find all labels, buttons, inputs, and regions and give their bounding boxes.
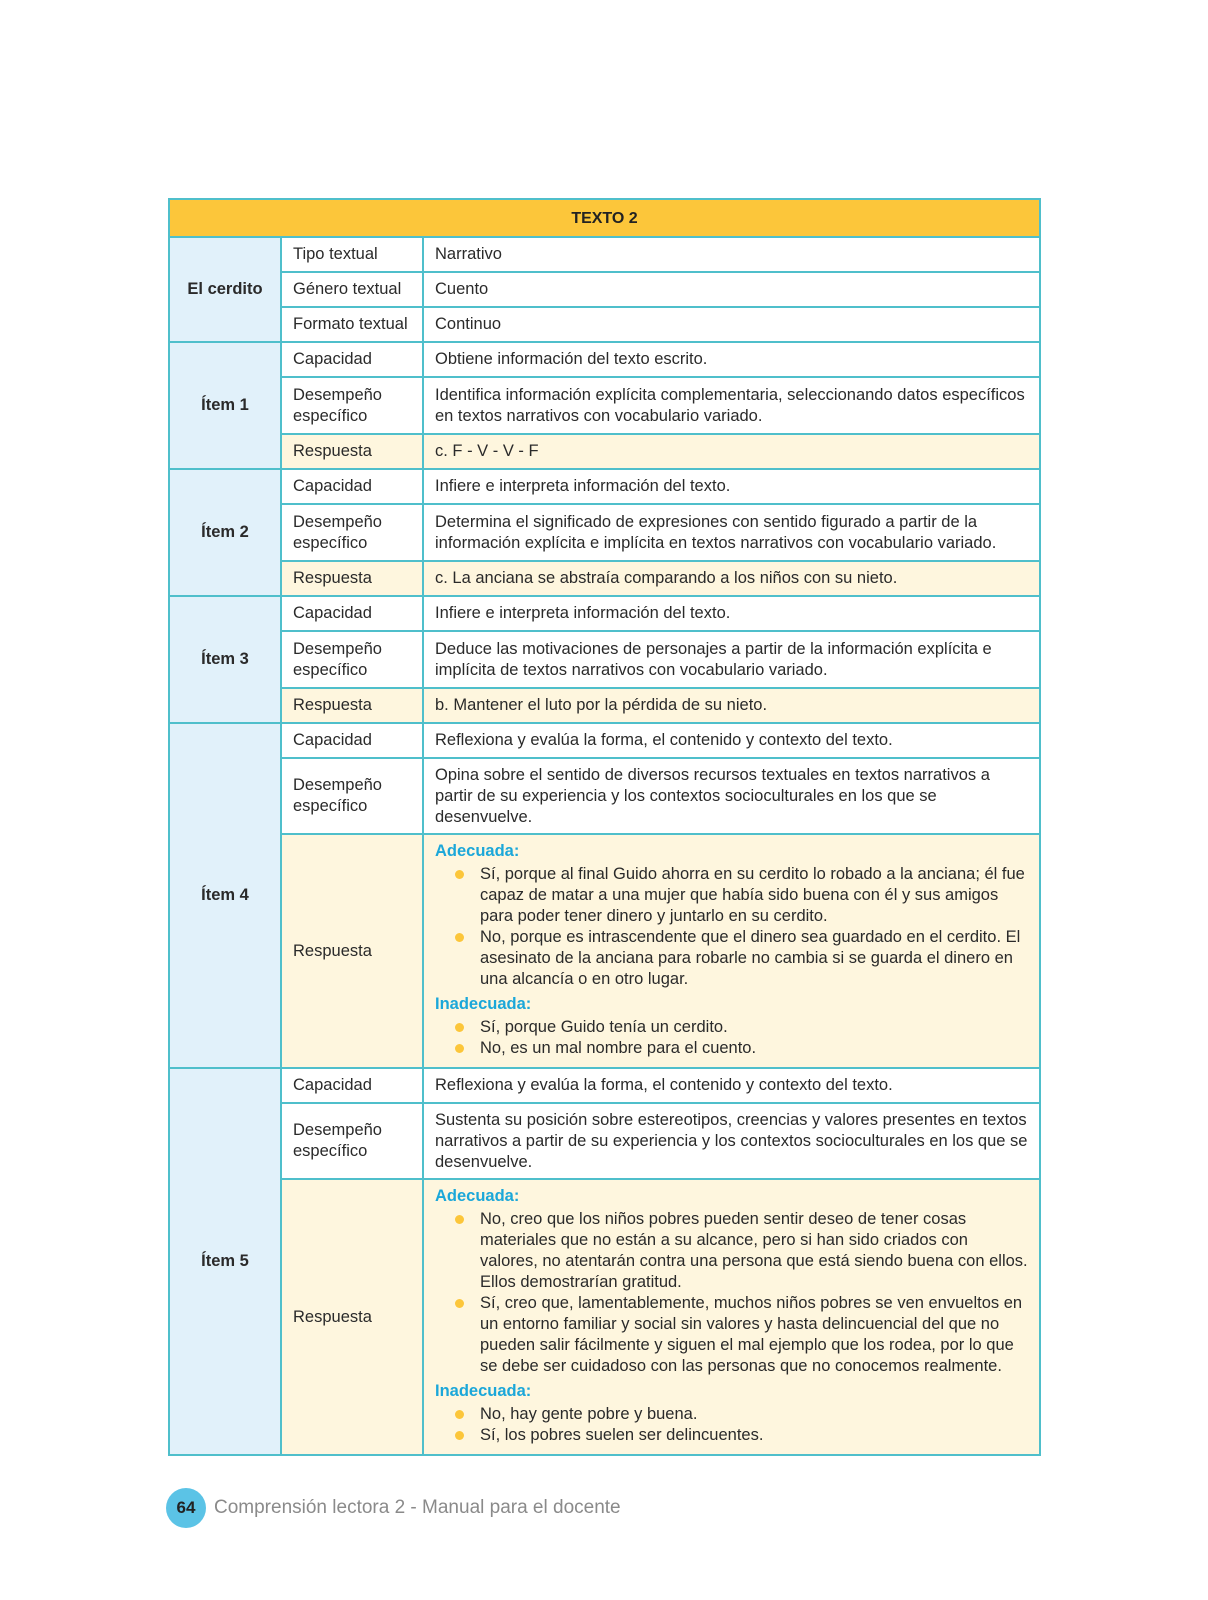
capacidad-value: Reflexiona y evalúa la forma, el contenido y contexto del texto. bbox=[423, 723, 1040, 758]
bullet-text: Sí, porque Guido tenía un cerdito. bbox=[480, 1018, 728, 1036]
evaluation-table bbox=[168, 198, 1041, 1456]
bullet-icon bbox=[455, 1023, 464, 1032]
capacidad-value: Infiere e interpreta información del texto. bbox=[423, 469, 1040, 504]
list-item bbox=[435, 864, 1028, 927]
row-value: Cuento bbox=[423, 272, 1040, 307]
row-label: Género textual bbox=[281, 272, 423, 307]
group-label-text: El cerdito bbox=[169, 237, 281, 342]
capacidad-label: Capacidad bbox=[281, 342, 423, 377]
bullet-text: Sí, los pobres suelen ser delincuentes. bbox=[480, 1426, 764, 1444]
desempeno-value: Determina el significado de expresiones con sentido figurado a partir de la información explícita e implícita en textos narrativos con vocabulario variado. bbox=[423, 504, 1040, 561]
desempeno-label: Desempeño específico bbox=[281, 377, 423, 434]
desempeno-value: Identifica información explícita complementaria, seleccionando datos específicos en textos narrativos con vocabulario variado. bbox=[423, 377, 1040, 434]
capacidad-value: Obtiene información del texto escrito. bbox=[423, 342, 1040, 377]
desempeno-label: Desempeño específico bbox=[281, 758, 423, 834]
bullet-icon bbox=[455, 1044, 464, 1053]
respuesta-label: Respuesta bbox=[281, 834, 423, 1068]
row-value: Narrativo bbox=[423, 237, 1040, 272]
capacidad-label: Capacidad bbox=[281, 1068, 423, 1103]
item-5-label: Ítem 5 bbox=[169, 1068, 281, 1455]
capacidad-value: Infiere e interpreta información del texto. bbox=[423, 596, 1040, 631]
item-1-label: Ítem 1 bbox=[169, 342, 281, 469]
bullet-icon bbox=[455, 1410, 464, 1419]
respuesta-value: c. F - V - V - F bbox=[423, 434, 1040, 469]
list-item bbox=[435, 1209, 1028, 1293]
row-label: Tipo textual bbox=[281, 237, 423, 272]
list-item bbox=[435, 1425, 1028, 1446]
bullet-icon bbox=[455, 933, 464, 942]
item-3-label: Ítem 3 bbox=[169, 596, 281, 723]
capacidad-label: Capacidad bbox=[281, 596, 423, 631]
inadecuada-heading: Inadecuada: bbox=[435, 995, 532, 1013]
bullet-icon bbox=[455, 1299, 464, 1308]
bullet-text: No, hay gente pobre y buena. bbox=[480, 1405, 698, 1423]
bullet-text: Sí, creo que, lamentablemente, muchos niños pobres se ven envueltos en un entorno familiar y social sin valores y hasta delincuencial del que no pueden salir fácilmente y siguen el mal ejemplo que los rodea, por lo que se debe ser cuidadoso con las personas que no conocemos realmente. bbox=[480, 1294, 1023, 1375]
desempeno-value: Opina sobre el sentido de diversos recursos textuales en textos narrativos a partir de su experiencia y los contextos socioculturales en los que se desenvuelve. bbox=[423, 758, 1040, 834]
respuesta-value: b. Mantener el luto por la pérdida de su nieto. bbox=[423, 688, 1040, 723]
bullet-text: No, porque es intrascendente que el dinero sea guardado en el cerdito. El asesinato de la anciana para robarle no cambia si se guarda el dinero en una alcancía o en otro lugar. bbox=[480, 928, 1021, 988]
respuesta-detail bbox=[423, 1179, 1040, 1455]
row-label: Formato textual bbox=[281, 307, 423, 342]
adecuada-list bbox=[435, 1209, 1028, 1377]
bullet-icon bbox=[455, 870, 464, 879]
inadecuada-heading: Inadecuada: bbox=[435, 1382, 532, 1400]
inadecuada-list bbox=[435, 1017, 1028, 1059]
bullet-text: No, creo que los niños pobres pueden sentir deseo de tener cosas materiales que no están a su alcance, pero si han sido criados con valores, no atentarán contra una persona que está siendo buena con ellos. Ellos demostrarían gratitud. bbox=[480, 1210, 1028, 1291]
list-item bbox=[435, 1293, 1028, 1377]
respuesta-label: Respuesta bbox=[281, 688, 423, 723]
page-number: 64 bbox=[166, 1488, 206, 1528]
list-item bbox=[435, 1017, 1028, 1038]
bullet-text: Sí, porque al final Guido ahorra en su cerdito lo robado a la anciana; él fue capaz de matar a una mujer que había sido buena con él y sus amigos para poder tener dinero y juntarlo en su cerdito. bbox=[480, 865, 1025, 925]
desempeno-label: Desempeño específico bbox=[281, 504, 423, 561]
bullet-icon bbox=[455, 1215, 464, 1224]
desempeno-label: Desempeño específico bbox=[281, 1103, 423, 1179]
desempeno-value: Deduce las motivaciones de personajes a partir de la información explícita e implícita de textos narrativos con vocabulario variado. bbox=[423, 631, 1040, 688]
capacidad-value: Reflexiona y evalúa la forma, el contenido y contexto del texto. bbox=[423, 1068, 1040, 1103]
capacidad-label: Capacidad bbox=[281, 723, 423, 758]
capacidad-label: Capacidad bbox=[281, 469, 423, 504]
respuesta-label: Respuesta bbox=[281, 1179, 423, 1455]
list-item bbox=[435, 1038, 1028, 1059]
row-value: Continuo bbox=[423, 307, 1040, 342]
list-item bbox=[435, 927, 1028, 990]
list-item bbox=[435, 1404, 1028, 1425]
bullet-text: No, es un mal nombre para el cuento. bbox=[480, 1039, 757, 1057]
adecuada-heading: Adecuada: bbox=[435, 842, 520, 860]
adecuada-heading: Adecuada: bbox=[435, 1187, 520, 1205]
respuesta-label: Respuesta bbox=[281, 561, 423, 596]
item-2-label: Ítem 2 bbox=[169, 469, 281, 596]
inadecuada-list bbox=[435, 1404, 1028, 1446]
respuesta-label: Respuesta bbox=[281, 434, 423, 469]
footer-title: Comprensión lectora 2 - Manual para el docente bbox=[214, 1497, 621, 1518]
item-4-label: Ítem 4 bbox=[169, 723, 281, 1068]
adecuada-list bbox=[435, 864, 1028, 990]
desempeno-value: Sustenta su posición sobre estereotipos, creencias y valores presentes en textos narrativos a partir de su experiencia y los contextos socioculturales en los que se desenvuelve. bbox=[423, 1103, 1040, 1179]
desempeno-label: Desempeño específico bbox=[281, 631, 423, 688]
respuesta-value: c. La anciana se abstraía comparando a los niños con su nieto. bbox=[423, 561, 1040, 596]
bullet-icon bbox=[455, 1431, 464, 1440]
table-title: TEXTO 2 bbox=[169, 199, 1040, 237]
respuesta-detail bbox=[423, 834, 1040, 1068]
